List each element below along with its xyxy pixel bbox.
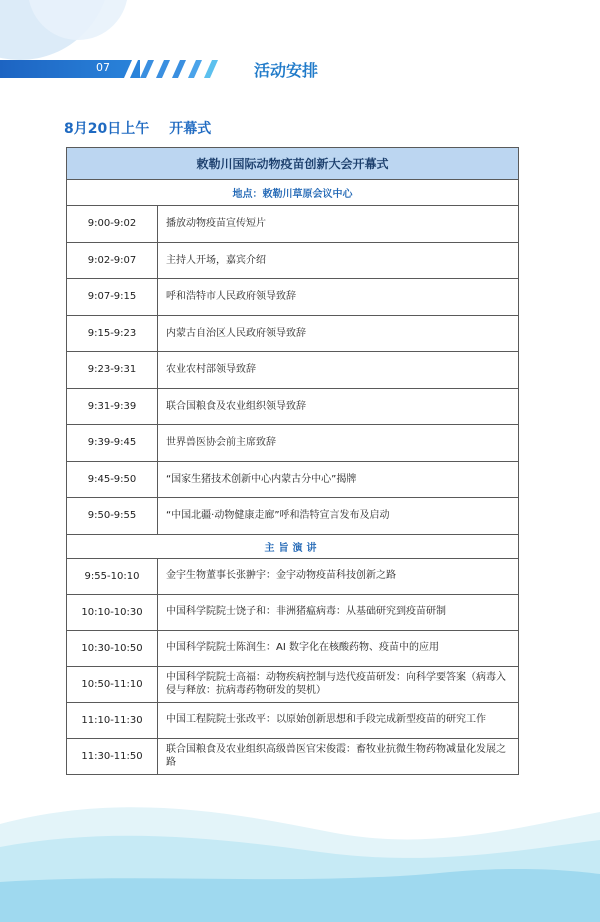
schedule-time: 10:30-10:50 <box>67 630 158 666</box>
schedule-time: 10:50-11:10 <box>67 666 158 702</box>
schedule-time: 9:50-9:55 <box>67 498 158 535</box>
decorative-circle <box>0 0 110 60</box>
schedule-item: 呼和浩特市人民政府领导致辞 <box>158 279 519 316</box>
schedule-item: 中国科学院院士陈润生：AI 数字化在核酸药物、疫苗中的应用 <box>158 630 519 666</box>
stripe-decoration <box>120 60 220 78</box>
table-row <box>67 352 519 389</box>
keynote-heading-row <box>67 534 519 558</box>
table-row <box>67 425 519 462</box>
schedule-item: 主持人开场，嘉宾介绍 <box>158 242 519 279</box>
schedule-item: 联合国粮食及农业组织高级兽医官宋俊霞：畜牧业抗微生物药物减量化发展之路 <box>158 738 519 774</box>
table-location-row <box>67 180 519 206</box>
table-row <box>67 279 519 316</box>
table-banner-row <box>67 148 519 180</box>
table-row <box>67 630 519 666</box>
wave-decoration <box>0 772 600 922</box>
session-date: 8月20日上午 <box>64 121 150 137</box>
table-row <box>67 315 519 352</box>
schedule-item: 中国工程院院士张改平：以原始创新思想和手段完成新型疫苗的研究工作 <box>158 702 519 738</box>
schedule-item: 联合国粮食及农业组织领导致辞 <box>158 388 519 425</box>
schedule-time: 10:10-10:30 <box>67 594 158 630</box>
keynote-heading: 主旨演讲 <box>67 534 519 558</box>
table-row <box>67 558 519 594</box>
schedule-item: “中国北疆·动物健康走廊”呼和浩特宣言发布及启动 <box>158 498 519 535</box>
venue-location: 地点：敕勒川草原会议中心 <box>67 180 519 206</box>
schedule-time: 9:15-9:23 <box>67 315 158 352</box>
schedule-time: 9:00-9:02 <box>67 206 158 243</box>
schedule-time: 11:10-11:30 <box>67 702 158 738</box>
schedule-item: 世界兽医协会前主席致辞 <box>158 425 519 462</box>
decorative-circle <box>28 0 128 40</box>
table-row <box>67 498 519 535</box>
table-row <box>67 738 519 774</box>
schedule-item: 中国科学院院士高福：动物疾病控制与迭代疫苗研发：向科学要答案（病毒入侵与释放：抗病毒药物研发的契机） <box>158 666 519 702</box>
schedule-time: 9:55-10:10 <box>67 558 158 594</box>
schedule-item: 内蒙古自治区人民政府领导致辞 <box>158 315 519 352</box>
table-row <box>67 388 519 425</box>
schedule-time: 9:07-9:15 <box>67 279 158 316</box>
page-number: 07 <box>96 61 110 74</box>
schedule-item: 中国科学院院士饶子和：非洲猪瘟病毒：从基础研究到疫苗研制 <box>158 594 519 630</box>
page-title: 活动安排 <box>254 61 319 80</box>
schedule-item: 播放动物疫苗宣传短片 <box>158 206 519 243</box>
session-name: 开幕式 <box>169 121 212 137</box>
schedule-time: 9:39-9:45 <box>67 425 158 462</box>
table-row <box>67 242 519 279</box>
table-row <box>67 461 519 498</box>
table-banner: 敕勒川国际动物疫苗创新大会开幕式 <box>67 148 519 180</box>
table-row <box>67 206 519 243</box>
page-number-bar <box>0 60 140 78</box>
schedule-item: “国家生猪技术创新中心内蒙古分中心”揭牌 <box>158 461 519 498</box>
schedule-time: 9:45-9:50 <box>67 461 158 498</box>
table-row <box>67 702 519 738</box>
schedule-item: 金宇生物董事长张翀宇：金宇动物疫苗科技创新之路 <box>158 558 519 594</box>
schedule-table <box>66 147 519 775</box>
schedule-time: 11:30-11:50 <box>67 738 158 774</box>
session-heading <box>64 118 211 138</box>
schedule-time: 9:31-9:39 <box>67 388 158 425</box>
schedule-time: 9:23-9:31 <box>67 352 158 389</box>
table-row <box>67 594 519 630</box>
schedule-time: 9:02-9:07 <box>67 242 158 279</box>
schedule-item: 农业农村部领导致辞 <box>158 352 519 389</box>
table-row <box>67 666 519 702</box>
